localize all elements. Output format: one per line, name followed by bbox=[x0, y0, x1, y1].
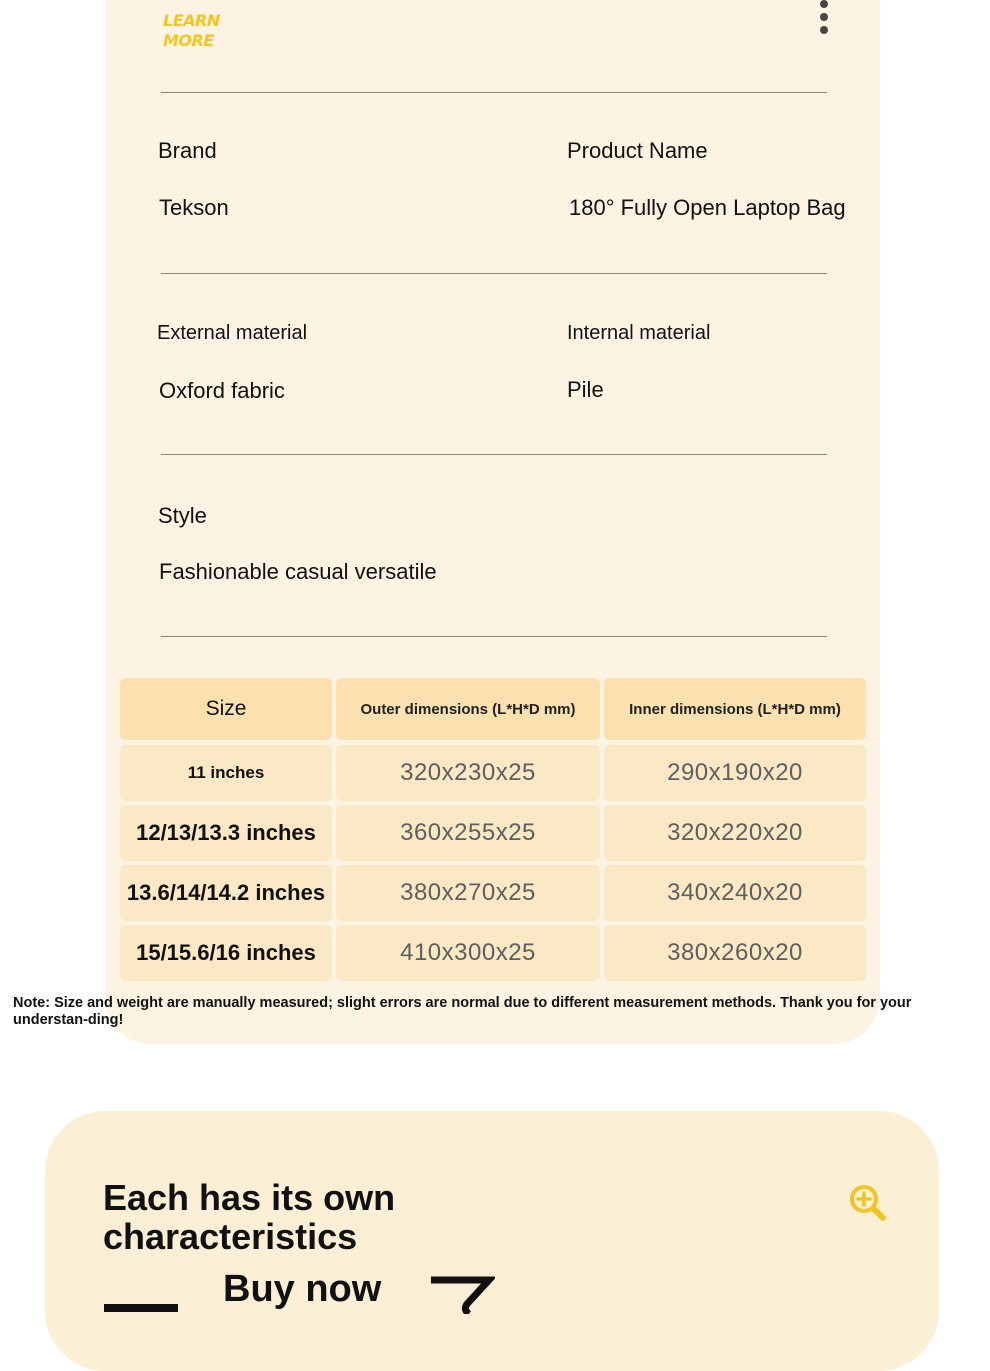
product-name-value: 180° Fully Open Laptop Bag bbox=[569, 195, 846, 220]
table-cell-outer: 380x270x25 bbox=[336, 865, 600, 921]
brand-value: Tekson bbox=[159, 195, 229, 220]
internal-material-label: Internal material bbox=[567, 322, 711, 344]
buy-now-button[interactable]: Buy now bbox=[223, 1268, 382, 1310]
external-material-value: Oxford fabric bbox=[159, 378, 285, 403]
divider bbox=[161, 636, 827, 637]
style-value: Fashionable casual versatile bbox=[159, 559, 437, 584]
table-cell-size: 15/15.6/16 inches bbox=[120, 925, 332, 981]
table-header-inner: Inner dimensions (L*H*D mm) bbox=[604, 678, 866, 740]
internal-material-value: Pile bbox=[567, 377, 604, 402]
table-cell-size: 11 inches bbox=[120, 745, 332, 801]
brand-label: Brand bbox=[158, 138, 217, 163]
table-cell-outer: 410x300x25 bbox=[336, 925, 600, 981]
promo-heading: Each has its own characteristics bbox=[103, 1177, 396, 1257]
table-cell-outer: 360x255x25 bbox=[336, 805, 600, 861]
product-name-label: Product Name bbox=[567, 138, 708, 163]
external-material-label: External material bbox=[157, 322, 308, 344]
divider bbox=[161, 454, 827, 455]
table-cell-outer: 320x230x25 bbox=[336, 745, 600, 801]
table-cell-inner: 340x240x20 bbox=[604, 865, 866, 921]
learn-more-link[interactable]: LEARN MORE bbox=[163, 11, 220, 50]
table-cell-size: 13.6/14/14.2 inches bbox=[120, 865, 332, 921]
table-cell-inner: 320x220x20 bbox=[604, 805, 866, 861]
table-header-size: Size bbox=[120, 678, 332, 740]
table-cell-inner: 380x260x20 bbox=[604, 925, 866, 981]
measurement-note: Note: Size and weight are manually measured; slight errors are normal due to different measurement methods. Thank you for your understan-ding! bbox=[13, 995, 912, 1028]
decorative-stroke bbox=[104, 1304, 178, 1312]
table-cell-size: 12/13/13.3 inches bbox=[120, 805, 332, 861]
divider bbox=[161, 273, 827, 274]
divider bbox=[161, 92, 827, 93]
decorative-glyph bbox=[429, 1274, 495, 1314]
style-label: Style bbox=[158, 503, 207, 528]
table-cell-inner: 290x190x20 bbox=[604, 745, 866, 801]
table-header-outer: Outer dimensions (L*H*D mm) bbox=[336, 678, 600, 740]
kebab-menu-icon[interactable] bbox=[816, 0, 832, 40]
zoom-in-icon[interactable] bbox=[849, 1184, 887, 1222]
